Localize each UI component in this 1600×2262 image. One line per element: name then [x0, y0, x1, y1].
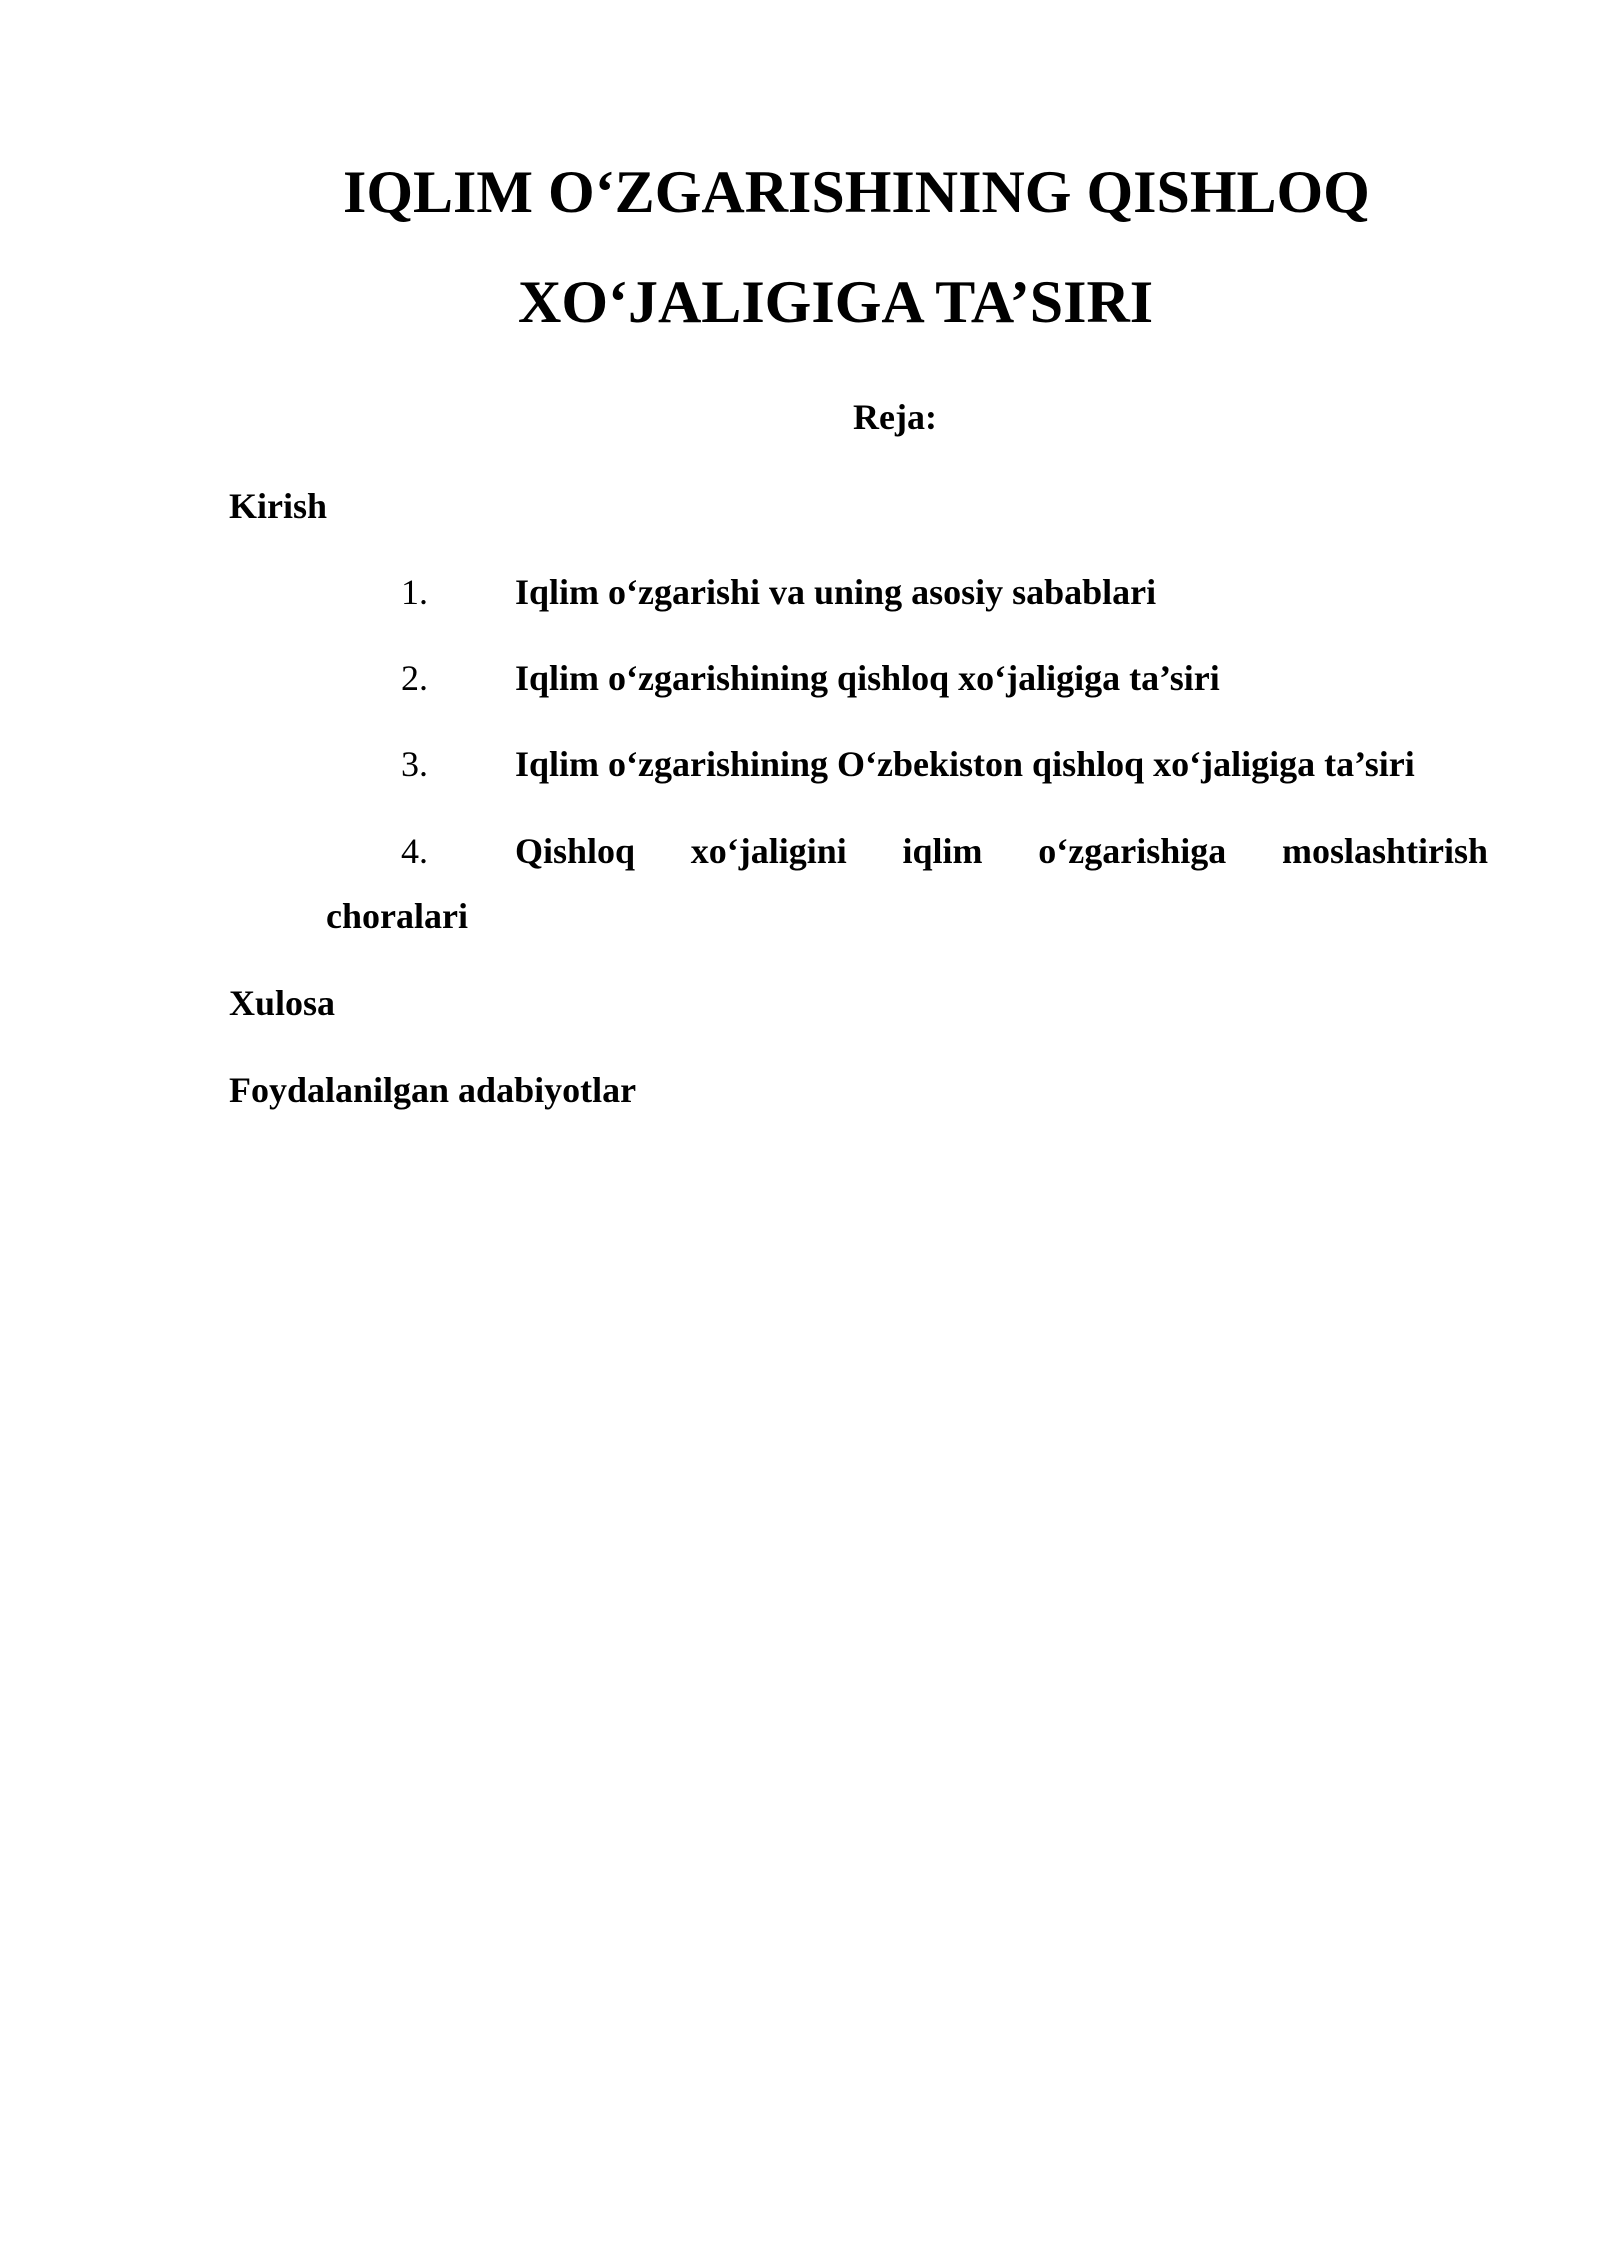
plan-item-4-word: o‘zgarishiga — [1038, 831, 1227, 871]
section-intro: Kirish — [229, 486, 328, 526]
plan-item-4-word: iqlim — [902, 831, 983, 871]
plan-item-4-text — [515, 833, 1488, 869]
section-conclusion: Xulosa — [229, 983, 336, 1023]
plan-heading: Reja: — [853, 397, 937, 437]
plan-item-4-word: xo‘jaligini — [690, 831, 847, 871]
document-title-line-1: IQLIM O‘ZGARISHINING QISHLOQ — [343, 159, 1370, 225]
plan-item-2-number: 2. — [401, 658, 428, 698]
document-title-line-2: XO‘JALIGIGA TA’SIRI — [518, 269, 1154, 335]
plan-item-1-number: 1. — [401, 572, 428, 612]
plan-item-4-word: moslashtirish — [1281, 831, 1488, 871]
plan-item-4-continuation: choralari — [326, 896, 468, 936]
plan-item-3-number: 3. — [401, 744, 428, 784]
section-references: Foydalanilgan adabiyotlar — [229, 1070, 637, 1110]
plan-item-2-text: Iqlim o‘zgarishining qishloq xo‘jaligiga ta’siri — [515, 658, 1220, 698]
plan-item-4-number: 4. — [401, 831, 428, 871]
plan-item-3-text: Iqlim o‘zgarishining O‘zbekiston qishloq xo‘jaligiga ta’siri — [515, 744, 1415, 784]
plan-item-4-word: Qishloq — [515, 831, 636, 871]
plan-item-1-text: Iqlim o‘zgarishi va uning asosiy sabablari — [515, 572, 1157, 612]
